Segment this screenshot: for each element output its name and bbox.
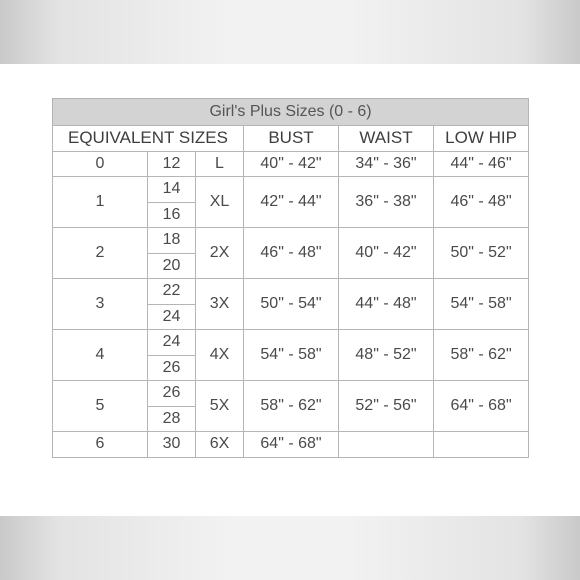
table-title-row: [53, 99, 529, 126]
letter-size-cell: 6X: [196, 432, 244, 458]
waist-cell: 34" - 36": [339, 151, 434, 177]
header-waist: WAIST: [339, 126, 434, 152]
girl-size-cell: 4: [53, 330, 148, 381]
letter-size-cell: 3X: [196, 279, 244, 330]
numeric-size-cell: 28: [148, 406, 196, 432]
letter-size-cell: L: [196, 151, 244, 177]
table-row: [53, 330, 529, 356]
size-chart-table: [52, 98, 529, 458]
low-hip-cell: 50" - 52": [434, 228, 529, 279]
low-hip-cell: 46" - 48": [434, 177, 529, 228]
numeric-size-cell: 14: [148, 177, 196, 203]
table-row: [53, 381, 529, 407]
numeric-size-cell: 30: [148, 432, 196, 458]
numeric-size-cell: 16: [148, 202, 196, 228]
table-row: [53, 177, 529, 203]
numeric-size-cell: 12: [148, 151, 196, 177]
numeric-size-cell: 24: [148, 330, 196, 356]
bust-cell: 64" - 68": [244, 432, 339, 458]
girl-size-cell: 0: [53, 151, 148, 177]
girl-size-cell: 3: [53, 279, 148, 330]
numeric-size-cell: 18: [148, 228, 196, 254]
girl-size-cell: 5: [53, 381, 148, 432]
header-low-hip: LOW HIP: [434, 126, 529, 152]
waist-cell: 40" - 42": [339, 228, 434, 279]
size-chart-card: [0, 64, 580, 516]
girl-size-cell: 2: [53, 228, 148, 279]
low-hip-cell: 58" - 62": [434, 330, 529, 381]
table-title: Girl's Plus Sizes (0 - 6): [53, 99, 529, 126]
bust-cell: 40" - 42": [244, 151, 339, 177]
letter-size-cell: 5X: [196, 381, 244, 432]
table-row: [53, 151, 529, 177]
numeric-size-cell: 20: [148, 253, 196, 279]
table-row: [53, 228, 529, 254]
size-chart-body: [53, 99, 529, 458]
table-header-row: [53, 126, 529, 152]
numeric-size-cell: 24: [148, 304, 196, 330]
low-hip-cell: [434, 432, 529, 458]
girl-size-cell: 1: [53, 177, 148, 228]
bust-cell: 54" - 58": [244, 330, 339, 381]
header-equivalent-sizes: EQUIVALENT SIZES: [53, 126, 244, 152]
girl-size-cell: 6: [53, 432, 148, 458]
waist-cell: 44" - 48": [339, 279, 434, 330]
waist-cell: 36" - 38": [339, 177, 434, 228]
bust-cell: 46" - 48": [244, 228, 339, 279]
low-hip-cell: 54" - 58": [434, 279, 529, 330]
numeric-size-cell: 22: [148, 279, 196, 305]
low-hip-cell: 44" - 46": [434, 151, 529, 177]
numeric-size-cell: 26: [148, 381, 196, 407]
letter-size-cell: XL: [196, 177, 244, 228]
header-bust: BUST: [244, 126, 339, 152]
waist-cell: [339, 432, 434, 458]
table-row: [53, 279, 529, 305]
bust-cell: 42" - 44": [244, 177, 339, 228]
waist-cell: 48" - 52": [339, 330, 434, 381]
low-hip-cell: 64" - 68": [434, 381, 529, 432]
table-row: [53, 432, 529, 458]
letter-size-cell: 2X: [196, 228, 244, 279]
bust-cell: 58" - 62": [244, 381, 339, 432]
waist-cell: 52" - 56": [339, 381, 434, 432]
letter-size-cell: 4X: [196, 330, 244, 381]
numeric-size-cell: 26: [148, 355, 196, 381]
bust-cell: 50" - 54": [244, 279, 339, 330]
